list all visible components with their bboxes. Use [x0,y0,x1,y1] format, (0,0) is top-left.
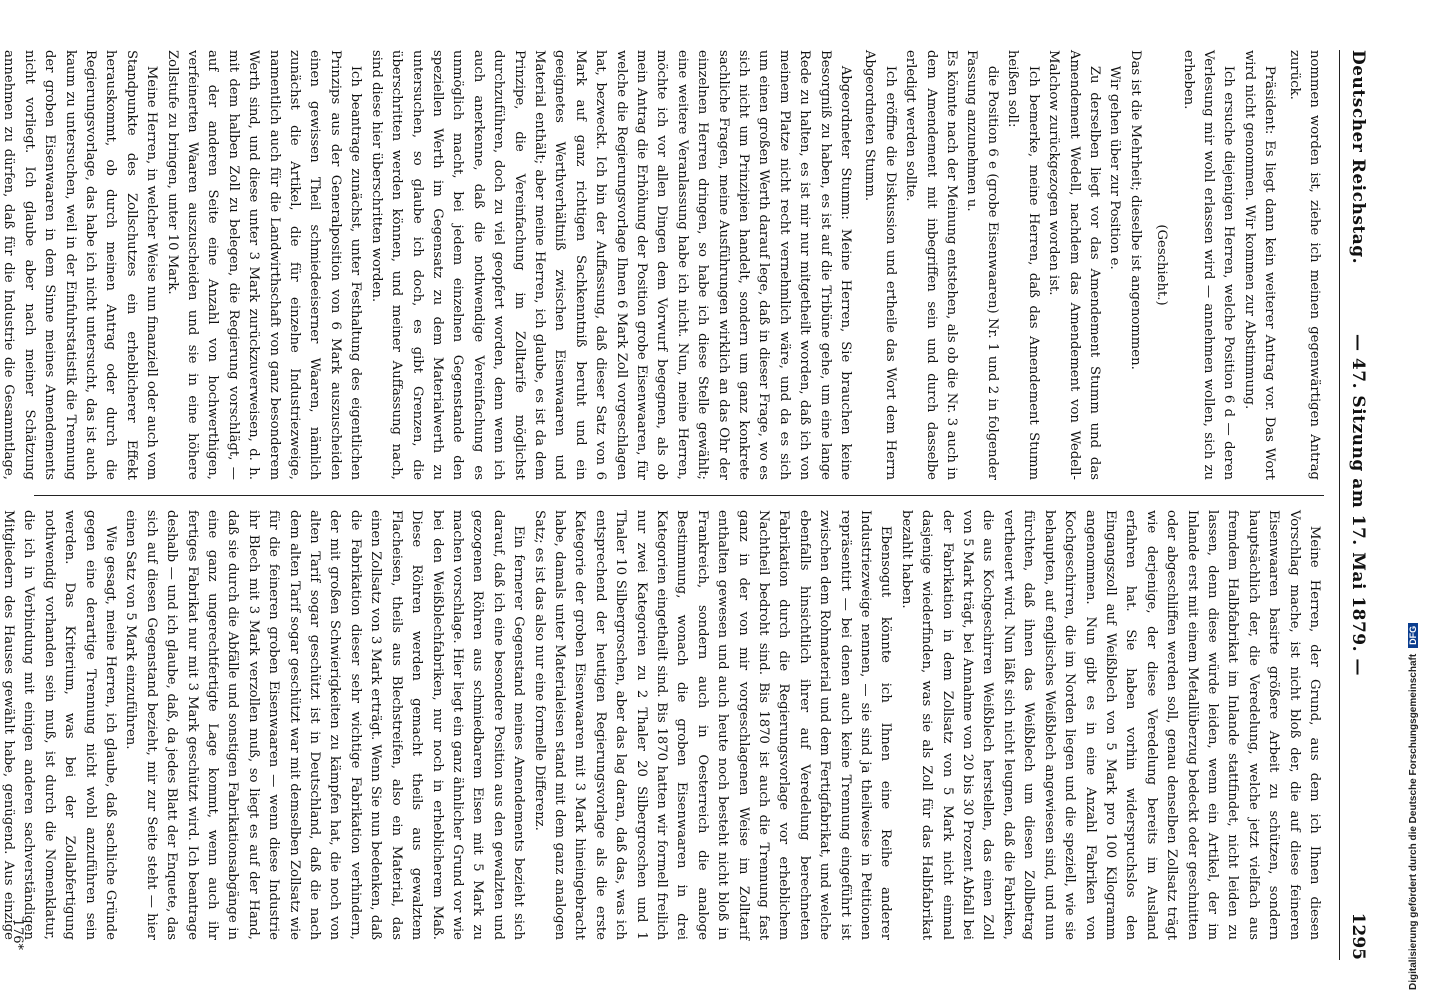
paragraph: Meine Herren, in welcher Weise nun finanziell oder auch vom Standpunkte des Zollschutzes ein erheblicherer Effekt herauskommt, ob durch meinen Antrag oder durch die Regierungsvorlage, das habe ich nicht untersucht, das ist auch kaum zu untersuchen, weil in der Einfuhrstatistik die Trennung der groben Eisenwaaren in dem Sinne meines Amendements nicht vorliegt. Ich glaube aber nach meiner Schätzung annehmen zu dürfen, daß für die Industrie die Gesammtlage, [1,50,160,481]
text-column-left [1,50,1324,481]
paragraph: Wir gehen über zur Position e. [1107,65,1123,270]
paragraph: nommen worden ist, ziehe ich meinen gegenwärtigen Antrag zurück. [1286,50,1322,480]
signature-mark: 176* [10,918,25,950]
dfg-logo: DFG [1408,623,1418,648]
paragraph: Zu derselben liegt vor das Amendement Stumm und das Amendement Wedell, nachdem das Amendement von Wedell-Malchow zurückgezogen worden ist. [1046,50,1102,480]
paragraph: Ebensogut könnte ich Ihnen eine Reihe anderer Industriezweige nennen, — sie sind ja theilweise in Petitionen repräsentirt — bei denen auch keine Trennung eingeführt ist zwischen dem Rohmaterial und dem Fertigfabrikat, und welche ebenfalls hinsichtlich ihrer auf Veredelung berechneten Fabrikation durch die Regierungsvorlage vor erheblichem Nachtheil bedroht sind. Bis 1870 ist auch die Trennung fast ganz in der von mir vorgeschlagenen Weise im Zolltarif enthalten gewesen und auch heute noch besteht nicht bloß in Frankreich, sondern auch in Oesterreich die analoge Bestimmung, wonach die groben Eisenwaaren in drei Kategorien eingetheilt sind. Bis 1870 hatten wir formell freilich nur zwei Kategorien zu 2 Thaler 20 Silbergroschen und 1 Thaler 10 Silbergroschen, aber das lag daran, daß das, was ich entsprechend der heutigen Regierungsvorlage als die erste Kategorie der groben Eisenwaaren mit 3 Mark hineingebracht habe, damals unter Materialeisen stand mit dem ganz analogen Satz; es ist das also nur eine formelle Differenz. [531,510,894,940]
paragraph: Meine Herren, der Grund, aus dem ich Ihnen diesen Vorschlag mache, ist nicht bloß der, die auf diese feineren Eisenwaaren basirte größere Arbeit zu schützen, sondern hauptsächlich der, die Veredelung, welche jetzt vielfach aus fremdem Halbfabrikat im Inlande stattfindet, nicht leiden zu lassen, denn diese würde leiden, wenn ein Artikel, der im Inlande erst mit einem Metallüberzug bedeckt oder geschnitten oder abgeschliffen werden soll, genau denselben Zollsatz trägt wie derjenige, der diese Veredelung bereits im Ausland erfahren hat. Sie haben vorhin widerspruchslos den Eingangszoll auf Weißblech von 5 Mark pro 100 Kilogramm angenommen. Nun gibt es in eine Anzahl Fabriken von Kochgeschirren, die im Norden liegen und die speziell, wie sie behaupten, auf englisches Weißblech angewiesen sind, und nun fürchten, daß ihnen das Weißblech um diesen Zollbetrag vertheuert wird. Nun läßt sich nicht leugnen, daß die Fabriken, die aus Kochgeschirren Weißblech herstellen, das einen Zoll von 5 Mark trägt, bei Annahme von 20 bis 30 Prozent Abfall bei der Fabrikation in dem Zollsatz von 5 Mark nicht einmal dasjenige wiederfinden, was sie als Zoll für das Halbfabrikat bezahlt haben. [898,510,1322,940]
paragraph: (Geschieht.) [1154,224,1170,306]
digitization-credit [1408,310,1428,990]
paragraph: Wie gesagt, meine Herren, ich glaube, daß sachliche Gründe gegen eine derartige Trennung nicht wohl anzuführen sein werden. Das Kriterium, was bei der Zollabfertigung nothwendig vorhanden sein muß, ist durch die Nomenklatur, die ich in Verbindung mit einigen anderen sachverständigen Mitgliedern des Hauses gewählt habe, genügend. Aus einzige [1,510,119,940]
paragraph: Abgeordneter Stumm: Meine Herren, Sie brauchen keine Besorgniß zu haben, es ist auf die Tribüne gehe, um eine lange Rede zu halten, es ist mir nur mitgetheilt worden, daß ich von meinem Platze nicht recht vernehmlich wäre, und da es sich um einen großen Werth darauf lege, daß in dieser Frage, wo es sich nicht um Prinzipien handelt, sondern um ganz konkrete sachliche Fragen, meine Ausführungen wirklich an das Ohr der einzelnen Herren dringen, so habe ich diese Stelle gewählt; eine weitere Veranlassung habe ich nicht. Nun, meine Herren, möchte ich vor allen Dingen dem Vorwurf begegnen, als ob mein Antrag die Erhöhung der Position grobe Eisenwaaren, für welche die Regierungsvorlage Ihnen 6 Mark Zoll vorgeschlagen hat, bezweckt. Ich bin der Auffassung, daß dieser Satz von 6 Mark auf ganz richtigen Sachkenntniß beruht und ein geeignetes Werthverhältniß zwischen Eisenwaaren und Material enthält; aber meine Herren, ich glaube, es ist da dem Prinzipe, die Vereinfachung im Zolltarife möglichst durchzuführen, doch zu viel geopfert worden, denn wenn ich auch anerkenne, daß die nothwendige Vereinfachung es unmöglich macht, bei jedem einzelnen Gegenstande den speziellen Werth im Gegensatz zu dem Materialwerth zu untersuchen, so glaube ich doch, es gibt Grenzen, die überschritten werden können, und meiner Auffassung nach, sind diese hier überschritten worden. [368,50,854,480]
paragraph: Ein fernerer Gegenstand meines Amendements bezieht sich darauf, daß ich eine besondere Position aus den gewalzten und gezogenen Röhren aus schmiedbarem Eisen mit 5 Mark zu machen vorschlage. Hier liegt ein ganz ähnlicher Grund vor wie bei den Weißblechfabriken, nur noch in erheblicherem Maß. Diese Röhren werden gemacht theils aus gewalztem Flacheisen, theils aus Blechstreifen, also ein Material, das einen Zollsatz von 3 Mark erträgt. Wenn Sie nun bedenken, daß die Fabrikation dieser sehr wichtige Fabrikation verhindern, der mit großen Schwierigkeiten zu kämpfen hat, die noch von alten Tarif sogar geschützt ist in Deutschland, daß die nach dem alten Tarif sogar geschützt war mit demselben Zollsatz wie für die feineren groben Eisenwaaren — wenn diese Industrie ihr Blech mit 3 Mark verzollen muß, so liegt es auf der Hand, daß sie durch die Abfälle und sonstigen Fabrikationsabgänge in eine ganz ungerechtfertigte Lage kommt, wenn auch ihr fertiges Fabrikat nur mit 3 Mark geschützt wird. Ich beantrage deshalb — und ich glaube, daß, da jedes Blatt der Enquete, das sich auf diesen Gegenstand bezieht, mir zur Seite steht — hier einen Satz von 5 Mark einzuführen. [123,510,527,940]
rotated-page-content [0,50,1380,960]
paragraph: Präsident: Es liegt dann kein weiterer Antrag vor. Das Wort wird nicht genommen. Wir kommen zur Abstimmung. [1241,50,1278,480]
header-session: — 47. Sitzung am 17. Mai 1879. — [1348,334,1368,676]
header-title: Deutscher Reichstag. [1348,50,1368,265]
paragraph: Ich bemerke, meine Herren, daß das Amendement Stumm heißen soll: [1005,50,1041,480]
paragraph: Ich beantrage zunächst, unter Festhaltung des eigentlichen Prinzips aus der Generalposition von 6 Mark auszuscheiden einen gewissen Theil schmiedeeiserner Waaren, nämlich zunächst die Artikel, die für einzelne Industriezweige, namentlich auch für die Landwirthschaft von ganz besonderem Werth sind, und diese unter 3 Mark zurückzuverweisen, d. h. mit dem halben Zoll zu belegen, die Regierung vorschlägt, — auf der anderen Seite eine Anzahl von hochwerthigen, verfeinerten Waaren auszuscheiden und sie in eine höhere Zollstufe zu bringen, unter 10 Mark. [164,50,364,480]
paragraph: Es könnte nach der Meinung entstehen, als ob die Nr. 3 auch in dem Amendement mit inbegriffen sein und durch dasselbe erledigt werden sollte. [903,50,960,480]
paragraph: Das ist die Mehrheit; dieselbe ist angenommen. [1127,50,1143,370]
column-divider [34,495,1324,496]
page-number: 1295 [1348,912,1368,960]
paragraph: die Position 6 e (grobe Eisenwaaren) Nr. 1 und 2 in folgender Fassung anzunehmen u. [964,50,1000,480]
credit-text: Digitalisierung gefördert durch die Deutsche Forschungsgemeinschaft [1408,653,1419,990]
paragraph: Ich ersuche diejenigen Herren, welche Position 6 d — deren Verlesung mir wohl erlassen wird — annehmen wollen, sich zu erheben. [1180,50,1237,480]
page-header [1339,50,1380,960]
paragraph: Ich eröffne die Diskussion und ertheile das Wort dem Herrn Abgeordneten Stumm. [862,50,898,480]
